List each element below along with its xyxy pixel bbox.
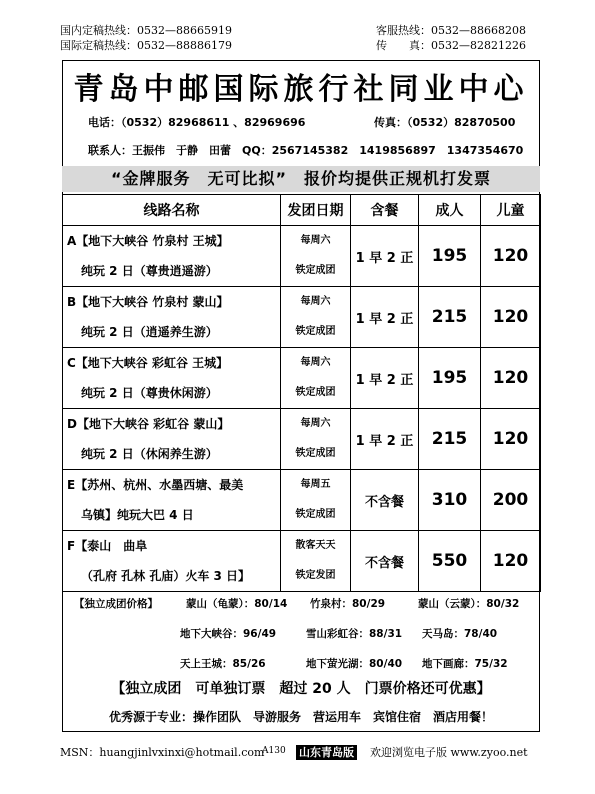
group-discount-banner: 【独立成团 可单独订票 超过 20 人 门票价格还可优惠】 — [111, 681, 491, 697]
table-row — [63, 470, 541, 531]
meal-info: 不含餐 — [351, 470, 419, 531]
header-meal: 含餐 — [351, 195, 419, 226]
agency-title: 青岛中邮国际旅行社同业中心 — [73, 72, 529, 107]
header-date: 发团日期 — [281, 195, 351, 226]
service-hotline: 客服热线：0532—88668208 — [376, 24, 526, 37]
routes-table — [62, 194, 541, 592]
child-price: 120 — [481, 287, 541, 348]
departure-date: 每周六 铁定成团 — [281, 226, 351, 287]
meal-info: 1 早 2 正 — [351, 287, 419, 348]
route-name: C【地下大峡谷 彩虹谷 王城】 纯玩 2 日（尊贵休闲游） — [63, 348, 281, 409]
adult-price: 195 — [419, 348, 481, 409]
price-item: 地下画廊：75/32 — [422, 658, 508, 670]
header-adult: 成人 — [419, 195, 481, 226]
adult-price: 310 — [419, 470, 481, 531]
departure-date: 每周六 铁定成团 — [281, 287, 351, 348]
price-item: 地下大峡谷：96/49 — [180, 628, 277, 640]
agency-contacts: 联系人：王振伟 于静 田蕾 QQ：2567145382 1419856897 1347354670 — [88, 144, 524, 157]
route-name: B【地下大峡谷 竹泉村 蒙山】 纯玩 2 日（逍遥养生游） — [63, 287, 281, 348]
route-name: A【地下大峡谷 竹泉村 王城】 纯玩 2 日（尊贵逍遥游） — [63, 226, 281, 287]
adult-price: 195 — [419, 226, 481, 287]
table-row — [63, 348, 541, 409]
table-header-row — [63, 195, 541, 226]
edition-tag — [296, 744, 357, 760]
child-price: 120 — [481, 409, 541, 470]
price-item: 天马岛：78/40 — [422, 628, 498, 640]
price-item: 地下萤光湖：80/40 — [306, 658, 403, 670]
route-name: F【泰山 曲阜 （孔府 孔林 孔庙）火车 3 日】 — [63, 531, 281, 592]
departure-date: 每周六 铁定成团 — [281, 348, 351, 409]
adult-price: 215 — [419, 287, 481, 348]
international-hotline: 国际定稿热线：0532—88886179 — [60, 39, 232, 52]
adult-price: 550 — [419, 531, 481, 592]
agency-phone: 电话：（0532）82968611 、82969696 — [88, 116, 306, 129]
route-name: E【苏州、杭州、水墨西塘、最美 乌镇】纯玩大巴 4 日 — [63, 470, 281, 531]
table-row — [63, 226, 541, 287]
table-row — [63, 531, 541, 592]
meal-info: 1 早 2 正 — [351, 226, 419, 287]
price-item: 蒙山（云蒙）：80/32 — [418, 598, 520, 610]
adult-price: 215 — [419, 409, 481, 470]
departure-date: 每周五 铁定成团 — [281, 470, 351, 531]
price-item: 竹泉村：80/29 — [310, 598, 386, 610]
child-price: 200 — [481, 470, 541, 531]
domestic-hotline: 国内定稿热线：0532—88665919 — [60, 24, 232, 37]
child-price: 120 — [481, 531, 541, 592]
table-row — [63, 287, 541, 348]
fax-hotline: 传 真：0532—82821226 — [376, 39, 526, 52]
meal-info: 1 早 2 正 — [351, 409, 419, 470]
slogan-banner: “金牌服务 无可比拟” 报价均提供正规机打发票 — [62, 166, 540, 192]
services-line: 优秀源于专业：操作团队 导游服务 营运用车 宾馆住宿 酒店用餐！ — [108, 710, 493, 724]
child-price: 120 — [481, 348, 541, 409]
departure-date: 散客天天 铁定发团 — [281, 531, 351, 592]
edition-tag-label: 山东青岛版 — [296, 745, 357, 760]
price-item: 蒙山（龟蒙）：80/14 — [186, 598, 288, 610]
table-row — [63, 409, 541, 470]
meal-info: 不含餐 — [351, 531, 419, 592]
price-item: 雪山彩虹谷：88/31 — [306, 628, 403, 640]
child-price: 120 — [481, 226, 541, 287]
route-name: D【地下大峡谷 彩虹谷 蒙山】 纯玩 2 日（休闲养生游） — [63, 409, 281, 470]
footer-website: 欢迎浏览电子版 www.zyoo.net — [370, 746, 528, 759]
prices-label: 【独立成团价格】 — [74, 598, 158, 610]
header-route: 线路名称 — [63, 195, 281, 226]
agency-fax: 传真：（0532）82870500 — [374, 116, 516, 129]
page-number: A130 — [262, 746, 286, 756]
header-child: 儿童 — [481, 195, 541, 226]
meal-info: 1 早 2 正 — [351, 348, 419, 409]
footer-msn: MSN：huangjinlvxinxi@hotmail.com — [60, 746, 265, 759]
departure-date: 每周六 铁定成团 — [281, 409, 351, 470]
price-item: 天上王城：85/26 — [180, 658, 266, 670]
